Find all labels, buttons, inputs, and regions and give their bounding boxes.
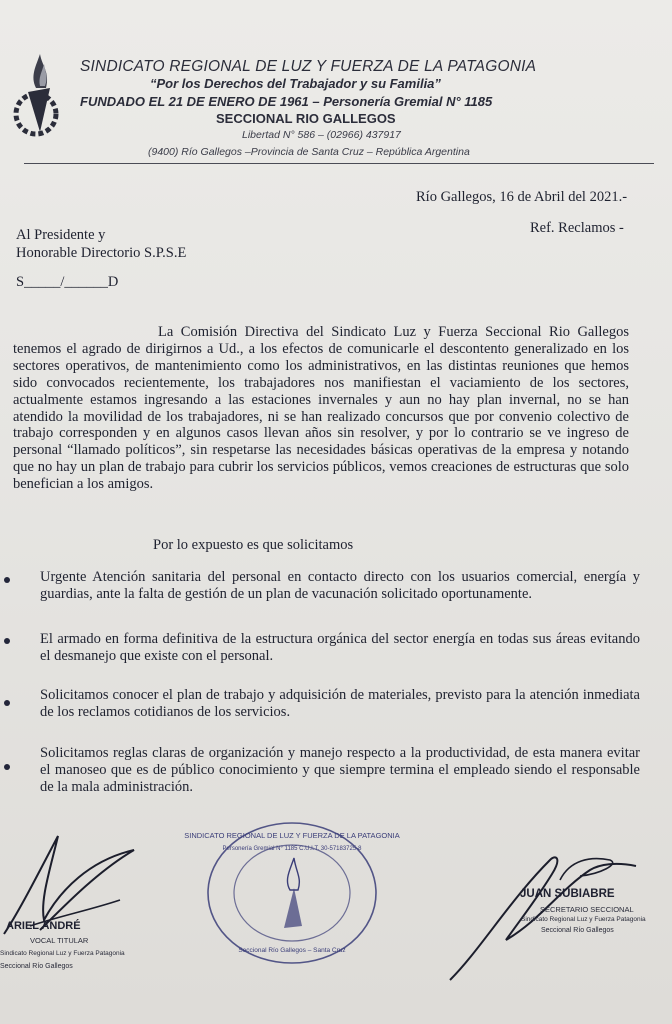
seal-outer-text: SINDICATO REGIONAL DE LUZ Y FUERZA DE LA PATAGONIA	[184, 831, 400, 840]
letter-body-text: La Comisión Directiva del Sindicato Luz y Fuerza Seccional Rio Gallegos tenemos el agrado de dirigirnos a Ud., a los efectos de comunicarle el descontento generalizado en los sectores operativos, de mantenimiento como los administrativos, en las distintas reuniones que hemos sido convocados recientemente, los trabajadores nos manifiestan el vaciamiento de los sectores, actualmente estamos ingresando a las estaciones invernales y aun no hay plan invernal, no se han atendido la movilidad de los trabajadores, ni se han realizado concursos que por convenio colectivo de trabajo corresponden y en algunos casos llevan años sin resolver, y por lo contrario se ve ingreso de personal “llamado políticos”, sin respetarse las necesidades básicas operativas de la empresa y notando que no hay un plan de trabajo para cubrir los servicios públicos, vemos creaciones de estructuras que solo benefician a los amigos.	[13, 324, 629, 493]
request-item: Urgente Atención sanitaria del personal en contacto directo con los usuarios comercial, energía y guardias, ante la falta de gestión de un plan de vacunación solicitado oportunamente.	[40, 569, 640, 602]
letter-body	[13, 324, 629, 493]
right-signer-role: SECRETARIO SECCIONAL	[540, 905, 634, 914]
right-signer-name: JUAN SUBIABRE	[520, 888, 615, 900]
seal-bottom-text: Seccional Río Gallegos – Santa Cruz	[238, 947, 346, 954]
request-item: Solicitamos conocer el plan de trabajo y adquisición de materiales, previsto para la atención inmediata de los reclamos cotidianos de los servicios.	[40, 687, 640, 720]
request-item: El armado en forma definitiva de la estructura orgánica del sector energía en todas sus áreas evitando el desmanejo que existe con el personal.	[40, 631, 640, 664]
left-signer-role: VOCAL TITULAR	[30, 936, 89, 945]
sectional-name: SECCIONAL RIO GALLEGOS	[216, 111, 396, 126]
s-reference: S_____/______D	[16, 274, 119, 290]
city-line: (9400) Río Gallegos –Provincia de Santa Cruz – República Argentina	[148, 146, 470, 158]
union-name: SINDICATO REGIONAL DE LUZ Y FUERZA DE LA PATAGONIA	[80, 58, 537, 75]
union-seal-stamp	[184, 818, 400, 968]
bullet-icon	[4, 577, 10, 583]
seal-inner-text: Personería Gremial N° 1185 C.U.I.T. 30-57183725-8	[222, 846, 362, 852]
recipient-line-1: Al Presidente y	[16, 227, 106, 243]
bullet-icon	[4, 700, 10, 706]
letter-reference: Ref. Reclamos -	[530, 220, 624, 236]
founded-line: FUNDADO EL 21 DE ENERO DE 1961 – Personería Gremial N° 1185	[80, 94, 493, 109]
union-motto: “Por los Derechos del Trabajador y su Familia”	[150, 76, 441, 91]
union-logo-torch-gear-icon	[6, 48, 76, 140]
recipient-line-2: Honorable Directorio S.P.S.E	[16, 245, 187, 261]
right-signer-org: Sindicato Regional Luz y Fuerza Patagonia	[521, 916, 646, 923]
left-signer-name: ARIEL ANDRÉ	[6, 920, 81, 932]
right-signer-sectional: Seccional Río Gallegos	[541, 927, 614, 934]
address-line: Libertad N° 586 – (02966) 437917	[242, 129, 401, 141]
request-item: Solicitamos reglas claras de organización y manejo respecto a la productividad, de esta manera evitar el manoseo que es de público conocimiento y que siempre termina el empleado siendo el responsable de la mala administración.	[40, 745, 640, 795]
bullet-icon	[4, 764, 10, 770]
bullet-icon	[4, 638, 10, 644]
letterhead-divider	[24, 163, 654, 164]
request-intro: Por lo expuesto es que solicitamos	[153, 537, 354, 553]
left-signer-sectional: Seccional Río Gallegos	[0, 963, 73, 970]
letter-date: Río Gallegos, 16 de Abril del 2021.-	[416, 189, 628, 205]
left-signer-org: Sindicato Regional Luz y Fuerza Patagonia	[0, 950, 125, 957]
